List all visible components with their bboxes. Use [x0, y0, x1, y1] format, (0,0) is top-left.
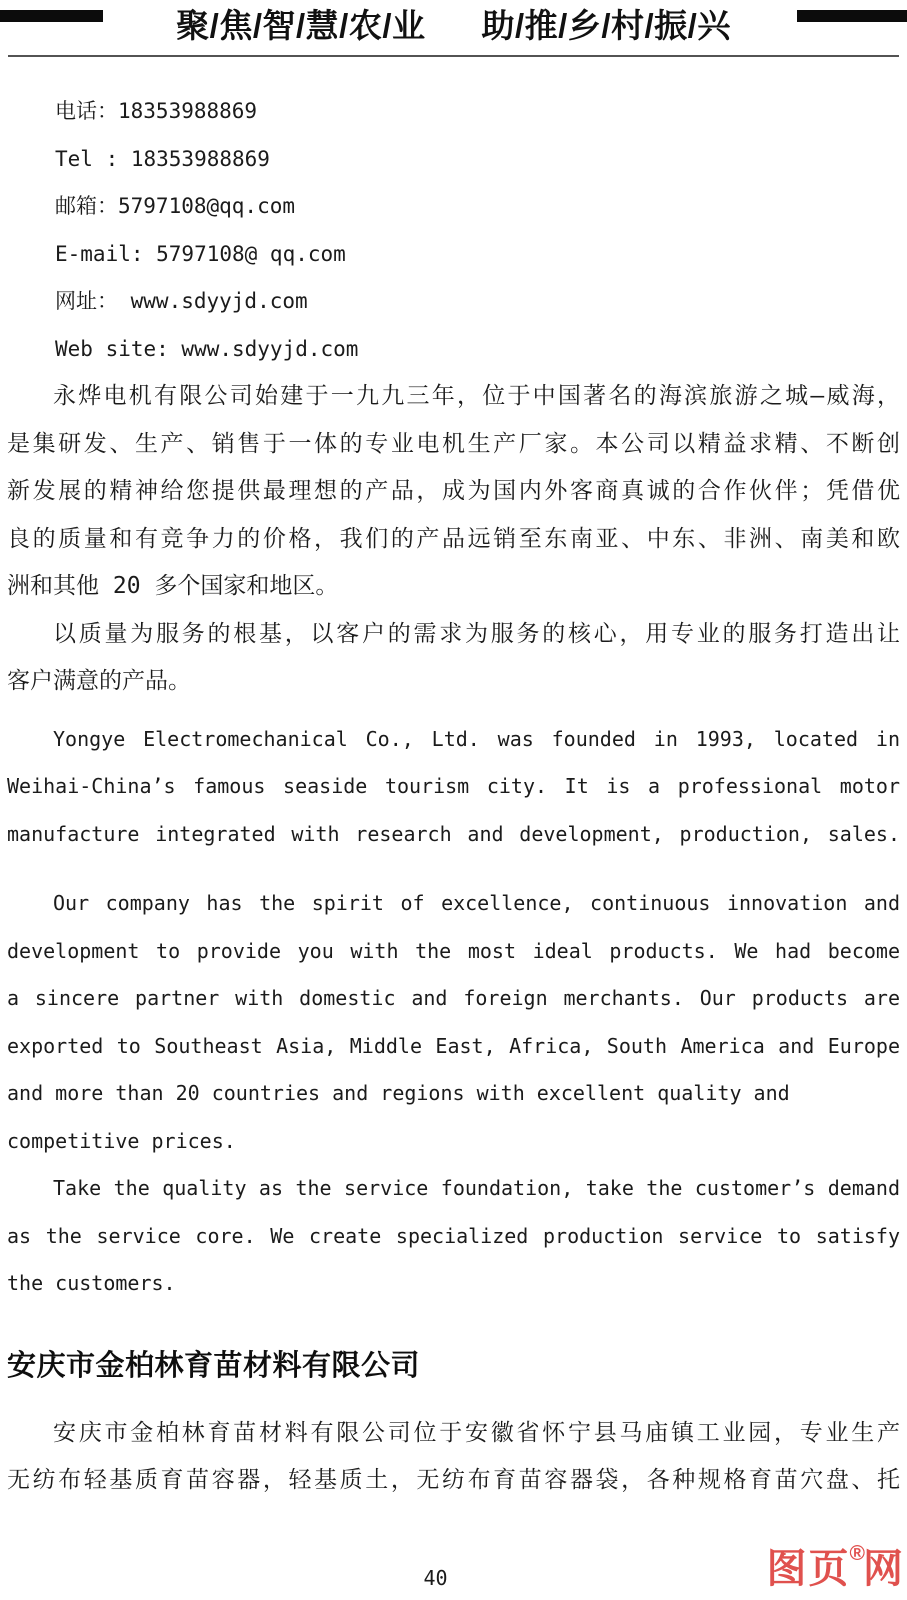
- registered-trademark-icon: ®: [849, 1542, 865, 1565]
- paragraph: [7, 1165, 900, 1308]
- contact-line: Tel : 18353988869: [55, 146, 270, 171]
- text-line: 良的质量和有竞争力的价格，我们的产品远销至东南亚、中东、非洲、南美和欧: [7, 525, 900, 552]
- header-slogan-left: 聚/焦/智/慧/农/业: [176, 7, 426, 44]
- text-line: development to provide you with the most ideal products. We had become: [7, 938, 900, 963]
- page-number: 40: [423, 1566, 448, 1590]
- text-line: as the service core. We create specialized production service to satisfy: [7, 1223, 900, 1248]
- paragraph: [7, 373, 900, 611]
- text-line: 以质量为服务的根基，以客户的需求为服务的核心，用专业的服务打造出让: [53, 620, 900, 647]
- text-line: 安庆市金柏林育苗材料有限公司位于安徽省怀宁县马庙镇工业园，专业生产: [53, 1419, 900, 1446]
- text-line: manufacture integrated with research and development, production, sales.: [7, 821, 900, 846]
- text-line: 新发展的精神给您提供最理想的产品，成为国内外客商真诚的合作伙伴；凭借优: [7, 478, 900, 504]
- document-body: [7, 88, 900, 1505]
- text-line: 无纺布轻基质育苗容器，轻基质土，无纺布育苗容器袋，各种规格育苗穴盘、托: [7, 1467, 900, 1493]
- section-heading: 安庆市金柏林育苗材料有限公司: [7, 1349, 421, 1382]
- text-line: 永烨电机有限公司始建于一九九三年，位于中国著名的海滨旅游之城—威海，: [53, 383, 900, 409]
- contact-block: [55, 88, 900, 373]
- text-line: Yongye Electromechanical Co., Ltd. was founded in 1993, located in: [53, 726, 900, 751]
- contact-line: Web site: www.sdyyjd.com: [55, 336, 359, 361]
- paragraph: [7, 880, 900, 1165]
- watermark-logo: [767, 1534, 905, 1589]
- paragraph: [7, 716, 900, 859]
- header-rule: [8, 55, 899, 57]
- header-slogan-right: 助/推/乡/村/振/兴: [481, 7, 731, 44]
- contact-line: 电话：18353988869: [55, 99, 258, 123]
- text-line: competitive prices.: [7, 1128, 236, 1153]
- watermark-text-post: 网: [863, 1547, 905, 1591]
- text-line: the customers.: [7, 1271, 176, 1295]
- paragraph: [7, 1410, 900, 1505]
- text-line: 是集研发、生产、销售于一体的专业电机生产厂家。本公司以精益求精、不断创: [7, 430, 900, 457]
- text-line: Take the quality as the service foundation, take the customer’s demand: [53, 1176, 900, 1200]
- contact-line: 邮箱：5797108@qq.com: [55, 194, 296, 218]
- text-line: Weihai-China’s famous seaside tourism city. It is a professional motor: [7, 774, 900, 798]
- watermark-text-pre: 图页: [766, 1547, 851, 1591]
- page-header: [0, 0, 907, 60]
- paragraph: [7, 611, 900, 706]
- text-line: 客户满意的产品。: [7, 668, 191, 694]
- text-line: exported to Southeast Asia, Middle East, Africa, South America and Europe: [7, 1033, 900, 1058]
- text-line: and more than 20 countries and regions with excellent quality and: [7, 1081, 790, 1105]
- text-line: Our company has the spirit of excellence, continuous innovation and: [53, 891, 900, 915]
- contact-line: E-mail: 5797108@ qq.com: [55, 241, 346, 266]
- text-line: a sincere partner with domestic and foreign merchants. Our products are: [7, 986, 900, 1010]
- contact-line: 网址： www.sdyyjd.com: [55, 289, 308, 313]
- text-line: 洲和其他 20 多个国家和地区。: [7, 573, 339, 599]
- page-header-title: [0, 6, 907, 46]
